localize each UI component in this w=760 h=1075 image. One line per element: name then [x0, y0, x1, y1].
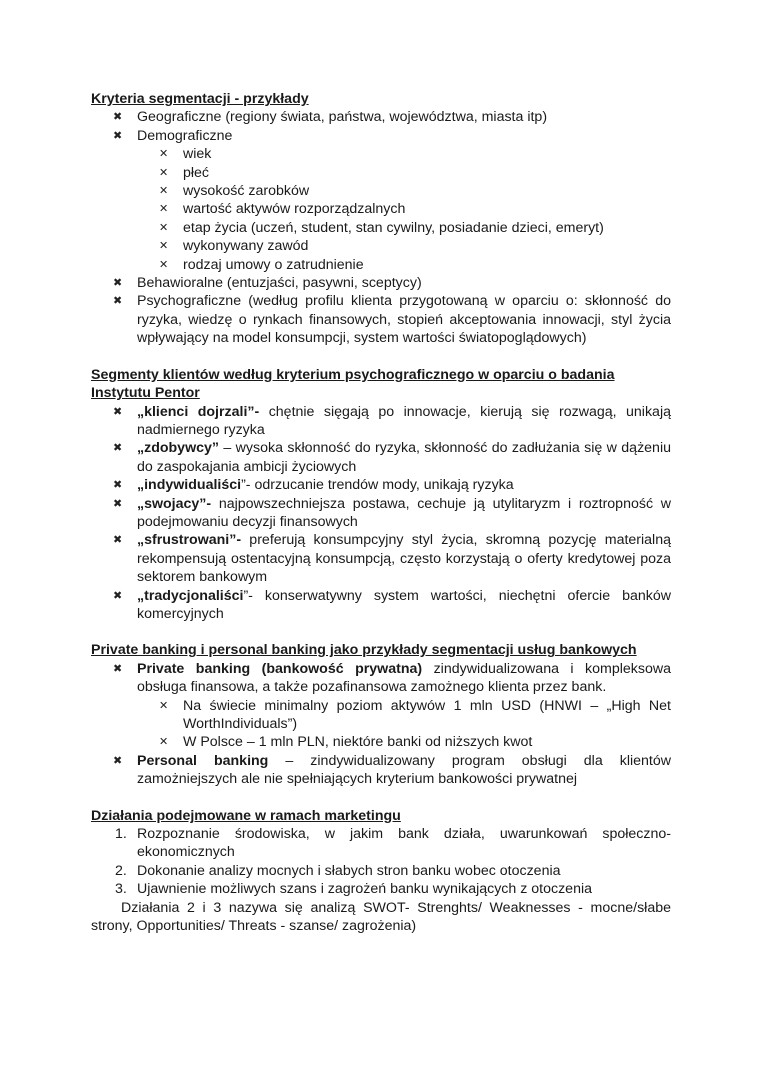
- list-item: ✖ Geograficzne (regiony świata, państwa, województwa, miasta itp): [113, 109, 548, 126]
- sub-bullet-list: [137, 145, 671, 274]
- list-item: ✖ „swojacy”- najpowszechniejsza postawa, cechuje ją utylitaryzm i roztropność w podejmowaniu decyzji finansowych: [113, 495, 671, 530]
- numbered-list: [91, 825, 671, 899]
- x-bullet-icon: ✖: [113, 405, 123, 418]
- bullet-list: [91, 403, 671, 624]
- section-marketing-activities: [91, 807, 671, 936]
- section-heading: Działania podejmowane w ramach marketingu: [91, 807, 401, 824]
- x-bullet-icon: ✖: [113, 295, 123, 308]
- x-bullet-icon: ✕: [159, 699, 169, 712]
- x-bullet-icon: ✕: [159, 185, 169, 198]
- list-item: ✖ „sfrustrowani”- preferują konsumpcyjny styl życia, skromną pozycję materialną rekompensują ostentacyjną konsumpcją, często korzystają o oferty kredytowej poza sektorem bankowym: [113, 532, 671, 586]
- section-heading: Segmenty klientów według kryterium psychograficznego w oparciu o badania Instytutu Pentor: [91, 366, 615, 402]
- x-bullet-icon: ✕: [159, 240, 169, 253]
- x-bullet-icon: ✖: [113, 129, 123, 142]
- sub-list-item: ✕ wysokość zarobków: [159, 183, 310, 200]
- x-bullet-icon: ✖: [113, 442, 123, 455]
- x-bullet-icon: ✕: [159, 221, 169, 234]
- x-bullet-icon: ✖: [113, 534, 123, 547]
- bullet-list: [91, 108, 671, 347]
- section-private-personal-banking: [91, 641, 671, 788]
- x-bullet-icon: ✕: [159, 736, 169, 749]
- x-bullet-icon: ✖: [113, 662, 123, 675]
- section-psychographic-segments: [91, 366, 671, 624]
- x-bullet-icon: ✖: [113, 479, 123, 492]
- x-bullet-icon: ✖: [113, 277, 123, 290]
- sub-list-item: ✕ W Polsce – 1 mln PLN, niektóre banki od niższych kwot: [159, 734, 533, 751]
- x-bullet-icon: ✖: [113, 497, 123, 510]
- list-item: ✖ Demograficzne ✕ wiek ✕ płeć ✕ wysokość zarobków ✕ wartość aktywów rozporządzalnych ✕ etap życia (uczeń, student, stan cywilny, posiadanie dzieci, emeryt) ✕ wykonywany zawód ✕ rodzaj umowy o zatrudnienie: [91, 127, 671, 274]
- section-segmentation-criteria: [91, 90, 671, 348]
- list-item: ✖ Behawioralne (entuzjaści, pasywni, sceptycy): [113, 275, 422, 292]
- sub-bullet-list: [137, 697, 671, 752]
- numbered-item: 3. Ujawnienie możliwych szans i zagrożeń banku wynikających z otoczenia: [115, 881, 593, 898]
- numbered-item: 2. Dokonanie analizy mocnych i słabych stron banku wobec otoczenia: [115, 862, 561, 879]
- list-item: ✖ „tradycjonaliści”- konserwatywny system wartości, niechętni ofercie banków komercyjnych: [113, 587, 671, 622]
- list-item: ✖ Psychograficzne (według profilu klienta przygotowaną w oparciu o: skłonność do ryzyka, wiedzę o rynkach finansowych, stopień akceptowania innowacji, styl życia wpływający na model konsumpcji, system wartości światopoglądowych): [113, 293, 671, 347]
- section-heading: Kryteria segmentacji - przykłady: [91, 91, 309, 107]
- sub-list-item: ✕ wykonywany zawód: [159, 238, 309, 255]
- sub-list-item: ✕ wiek: [159, 146, 212, 163]
- list-item: ✖ Personal banking – zindywidualizowany program obsługi dla klientów zamożniejszych ale nie spełniających kryterium bankowości prywatnej: [113, 752, 671, 788]
- x-bullet-icon: ✖: [113, 111, 123, 124]
- swot-paragraph: Działania 2 i 3 nazywa się analizą SWOT- Strenghts/ Weaknesses - mocne/słabe strony, Opportunities/ Threats - szanse/ zagrożenia): [91, 899, 671, 935]
- x-bullet-icon: ✕: [159, 203, 169, 216]
- sub-list-item: ✕ płeć: [159, 164, 210, 181]
- document-page: [91, 90, 671, 953]
- list-item: ✖ „klienci dojrzali”- chętnie sięgają po innowacje, kierują się rozwagą, unikają nadmiernego ryzyka: [113, 403, 671, 438]
- x-bullet-icon: ✕: [159, 148, 169, 161]
- list-item: ✖ „indywidualiści”- odrzucanie trendów mody, unikają ryzyka: [113, 477, 514, 494]
- sub-list-item: ✕ etap życia (uczeń, student, stan cywilny, posiadanie dzieci, emeryt): [159, 219, 604, 236]
- list-item: ✖ „zdobywcy” – wysoka skłonność do ryzyka, skłonność do zadłużania się w dążeniu do zaspokajania ambicji życiowych: [113, 440, 671, 475]
- sub-list-item: ✕ rodzaj umowy o zatrudnienie: [159, 256, 364, 273]
- sub-list-item: ✕ Na świecie minimalny poziom aktywów 1 mln USD (HNWI – „High Net WorthIndividuals”): [159, 697, 671, 732]
- x-bullet-icon: ✖: [113, 589, 123, 602]
- bullet-list: [91, 660, 671, 789]
- numbered-item: 1. Rozpoznanie środowiska, w jakim bank działa, uwarunkowań społeczno-ekonomicznych: [115, 826, 671, 861]
- section-heading: Private banking i personal banking jako przykłady segmentacji usług bankowych: [91, 642, 637, 659]
- list-item: ✖ Private banking (bankowość prywatna) zindywidualizowana i kompleksowa obsługa finansowa, a także pozafinansowa zamożnego klienta przez bank. ✕ Na świecie minimalny poziom aktywów 1 mln USD (HNWI – „High Net WorthIndividuals”) ✕ W Polsce – 1 mln PLN, niektóre banki od niższych kwot: [113, 660, 672, 751]
- x-bullet-icon: ✕: [159, 258, 169, 271]
- x-bullet-icon: ✕: [159, 166, 169, 179]
- x-bullet-icon: ✖: [113, 754, 123, 767]
- sub-list-item: ✕ wartość aktywów rozporządzalnych: [159, 201, 406, 218]
